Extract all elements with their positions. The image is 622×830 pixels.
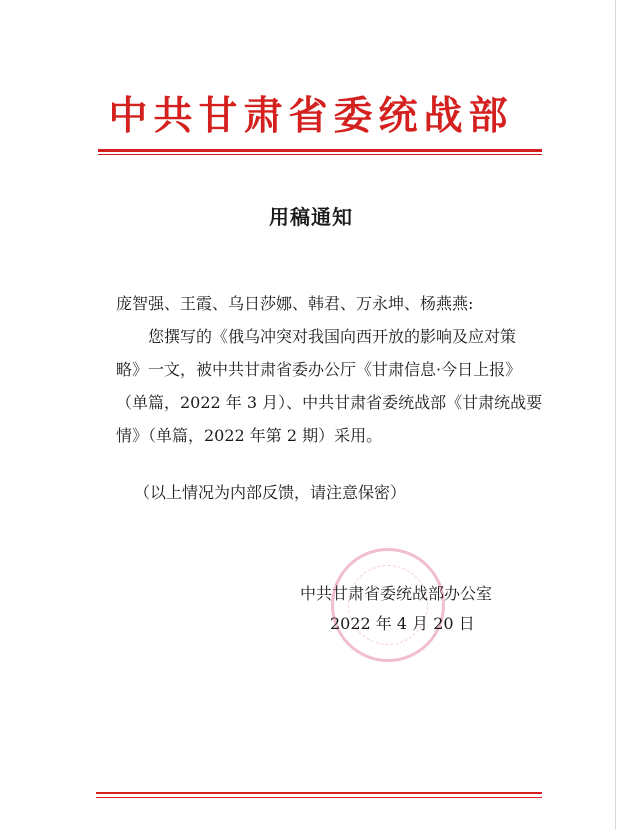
official-seal — [331, 548, 445, 662]
recipients-line: 庞智强、王霞、乌日莎娜、韩君、万永坤、杨燕燕: — [116, 294, 474, 313]
body-line: 略》一文，被中共甘肃省委办公厅《甘肃信息·今日上报》 — [116, 360, 522, 379]
body-line: （单篇，2022 年 3 月）、中共甘肃省委统战部《甘肃统战要 — [116, 393, 543, 412]
letterhead-rule-thick — [98, 149, 542, 152]
footer-rule-thin — [96, 797, 542, 798]
notice-title: 用稿通知 — [269, 205, 353, 229]
footer-rule-thick — [96, 792, 542, 794]
signature-date: 2022 年 4 月 20 日 — [330, 614, 475, 633]
body-line: 情》（单篇，2022 年第 2 期）采用。 — [116, 426, 383, 445]
body-line: 您撰写的《俄乌冲突对我国向西开放的影响及应对策 — [148, 327, 517, 346]
signature-organization: 中共甘肃省委统战部办公室 — [300, 584, 493, 603]
confidentiality-note: （以上情况为内部反馈，请注意保密） — [134, 483, 407, 502]
letterhead-rule-thin — [98, 154, 542, 155]
letterhead-organization: 中共甘肃省委统战部 — [108, 94, 514, 139]
